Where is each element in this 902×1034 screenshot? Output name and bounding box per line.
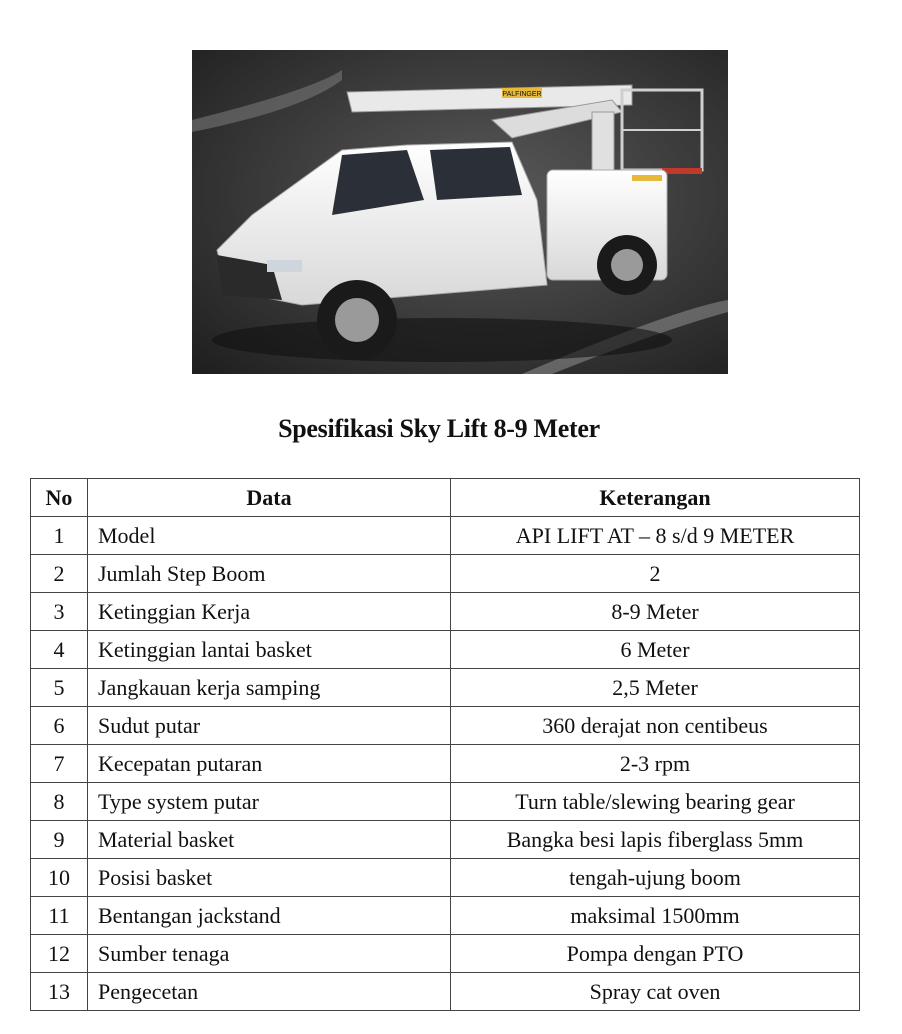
- table-row: [31, 745, 860, 783]
- cell-data: Model: [88, 517, 451, 555]
- table-row: [31, 783, 860, 821]
- cell-no: 12: [31, 935, 88, 973]
- cell-no: 4: [31, 631, 88, 669]
- cell-no: 13: [31, 973, 88, 1011]
- table-row: [31, 593, 860, 631]
- cell-keterangan: 8-9 Meter: [451, 593, 860, 631]
- boom-brand-label: PALFINGER: [502, 91, 542, 98]
- cell-data: Ketinggian lantai basket: [88, 631, 451, 669]
- cell-data: Sumber tenaga: [88, 935, 451, 973]
- table-row: [31, 935, 860, 973]
- table-row: [31, 707, 860, 745]
- cell-keterangan: tengah-ujung boom: [451, 859, 860, 897]
- cell-keterangan: Pompa dengan PTO: [451, 935, 860, 973]
- cell-no: 1: [31, 517, 88, 555]
- cell-data: Kecepatan putaran: [88, 745, 451, 783]
- cell-no: 7: [31, 745, 88, 783]
- cell-no: 9: [31, 821, 88, 859]
- table-row: [31, 821, 860, 859]
- cell-keterangan: 2,5 Meter: [451, 669, 860, 707]
- header-no: No: [31, 479, 88, 517]
- table-row: [31, 669, 860, 707]
- truck-photo: [192, 50, 728, 374]
- cell-keterangan: 360 derajat non centibeus: [451, 707, 860, 745]
- table-row: [31, 517, 860, 555]
- header-data: Data: [88, 479, 451, 517]
- table-header-row: [31, 479, 860, 517]
- truck-illustration: [192, 50, 728, 374]
- cell-no: 5: [31, 669, 88, 707]
- cell-keterangan: maksimal 1500mm: [451, 897, 860, 935]
- header-keterangan: Keterangan: [451, 479, 860, 517]
- table-row: [31, 555, 860, 593]
- cell-data: Type system putar: [88, 783, 451, 821]
- box-brand-sticker: [632, 175, 662, 181]
- page-title: Spesifikasi Sky Lift 8-9 Meter: [278, 414, 600, 443]
- cell-no: 8: [31, 783, 88, 821]
- cell-data: Sudut putar: [88, 707, 451, 745]
- cell-keterangan: API LIFT AT – 8 s/d 9 METER: [451, 517, 860, 555]
- cell-data: Bentangan jackstand: [88, 897, 451, 935]
- cell-data: Jangkauan kerja samping: [88, 669, 451, 707]
- cell-data: Posisi basket: [88, 859, 451, 897]
- cell-keterangan: 2: [451, 555, 860, 593]
- cell-no: 10: [31, 859, 88, 897]
- table-row: [31, 631, 860, 669]
- cell-no: 2: [31, 555, 88, 593]
- cell-no: 6: [31, 707, 88, 745]
- spec-table: [30, 478, 860, 1011]
- cell-keterangan: Spray cat oven: [451, 973, 860, 1011]
- table-row: [31, 973, 860, 1011]
- cell-data: Jumlah Step Boom: [88, 555, 451, 593]
- cell-keterangan: 2-3 rpm: [451, 745, 860, 783]
- table-row: [31, 859, 860, 897]
- cell-data: Material basket: [88, 821, 451, 859]
- cell-keterangan: Turn table/slewing bearing gear: [451, 783, 860, 821]
- cell-data: Ketinggian Kerja: [88, 593, 451, 631]
- cell-keterangan: 6 Meter: [451, 631, 860, 669]
- cell-keterangan: Bangka besi lapis fiberglass 5mm: [451, 821, 860, 859]
- cell-no: 11: [31, 897, 88, 935]
- cell-no: 3: [31, 593, 88, 631]
- table-row: [31, 897, 860, 935]
- cell-data: Pengecetan: [88, 973, 451, 1011]
